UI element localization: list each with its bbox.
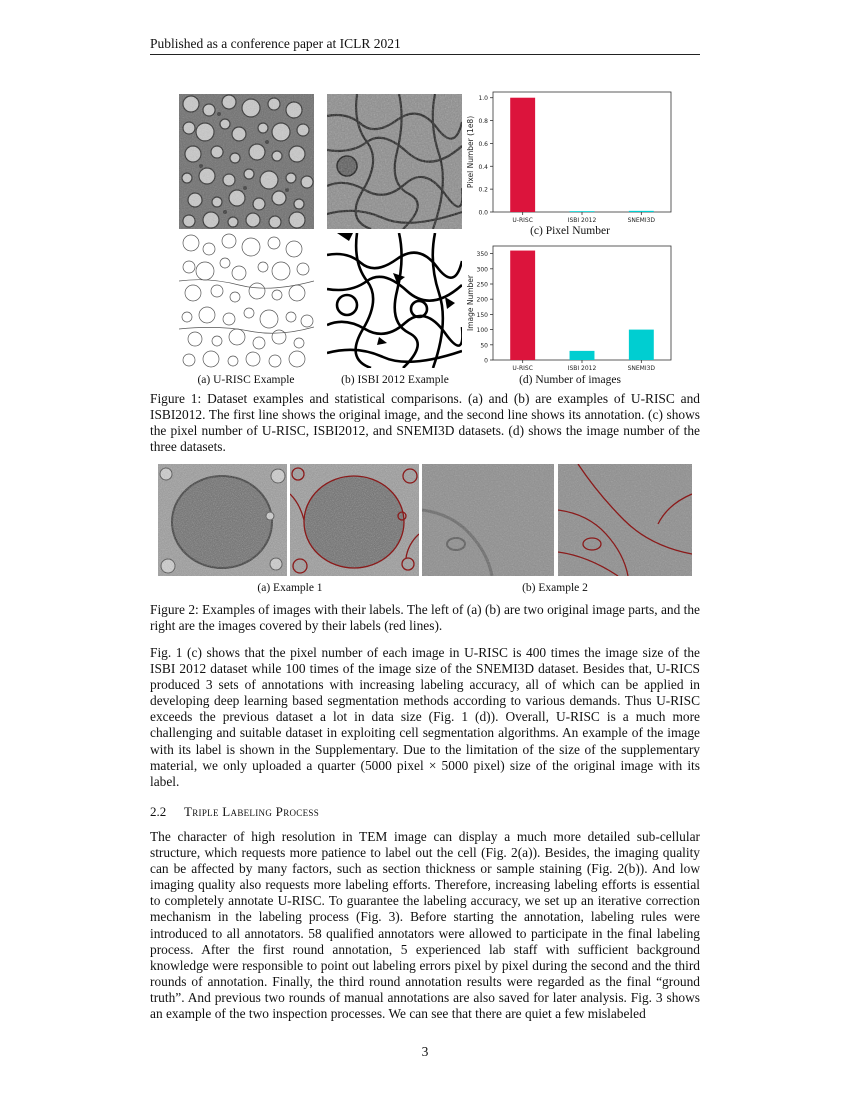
figure-2a-subcaption: (a) Example 1 [257,582,323,594]
image-chart-y-tick-label: 100 [476,327,488,335]
example-2-labeled-image [558,464,692,576]
pixel-chart-x-tick-label: SNEMI3D [627,217,656,223]
example-2-original-image [422,464,554,576]
image-chart-x-tick-label: U-RISC [512,365,533,372]
image-chart-y-tick-label: 200 [476,296,488,304]
body-paragraph-1: Fig. 1 (c) shows that the pixel number of each image in U-RISC is 400 times the image size of the ISBI 2012 dataset while 100 times of the image size of the SNEMI3D dataset. Besides that, U-RICS produced 3 sets of annotations with increasing labeling accuracy, all of which can be applied in developing deep learning based segmentation methods according to various demands. Thus U-RISC exceeds the previous dataset a lot in data size (Fig. 1 (d)). Overall, U-RISC is a much more challenging and suitable dataset in exploiting cell segmentation algorithms. An example of the image with its label is shown in the Supplementary. Due to the limitation of the size of the supplementary material, we only uploaded a quarter (5000 pixel × 5000 pixel) size of the original image with its label. [150,645,700,789]
image-chart-y-tick-label: 150 [476,311,488,319]
pixel-chart-bar-u-risc [510,98,535,212]
page-number: 3 [421,1044,429,1059]
pixel-chart-y-tick-label: 0.8 [478,118,488,126]
image-chart-y-tick-label: 250 [476,281,488,289]
urisc-em-image [179,94,314,229]
image-number-chart-svg [463,242,683,372]
header-rule [150,54,700,55]
body-paragraph-2: The character of high resolution in TEM image can display a much more detailed sub-cellular structure, which requests more patience to label out the cell (Fig. 2(a)). Besides, the imaging quality can be affected by many factors, such as section thickness or sample staining (Fig. 2(b)). And low imaging quality also requests more labeling efforts. Therefore, increasing labeling efforts is essential to completely annotate U-RISC. To guarantee the labeling accuracy, we set up an iterative correction mechanism in the labeling process (Fig. 3). Before starting the annotation, labeling rules were introduced to all annotators. 58 qualified annotators were allowed to participate in the final labeling process. After the first round annotation, 5 experienced lab staff with sufficient background knowledge were responsible to point out labeling errors pixel by pixel during the second and the third rounds of annotation. Finally, the third round annotation results were regarded as the final “ground truth”. And previous two rounds of manual annotations are also saved for later analysis. Fig. 3 shows an example of the two inspection processes. We can see that there are quiet a few mislabeled [150,829,700,1022]
pixel-chart-y-tick-label: 0.0 [478,209,488,217]
pixel-number-chart-svg [463,88,683,223]
figure-1d-subcaption: (d) Number of images [519,374,621,386]
pixel-chart-y-tick-label: 0.6 [478,140,488,148]
isbi-annotation-image [327,233,462,368]
image-chart-y-axis-label: Image Number [466,274,475,332]
figure-1b-subcaption: (b) ISBI 2012 Example [341,374,449,386]
pixel-chart-y-axis-label: Pixel Number (1e8) [466,115,475,189]
example-1-labeled-image [290,464,419,576]
isbi-em-image [327,94,462,229]
image-chart-y-tick-label: 350 [476,251,488,259]
image-chart-bar-isbi-2012 [570,351,595,360]
figure-1c-subcaption: (c) Pixel Number [530,225,610,237]
image-chart-bar-snemi3d [629,330,654,360]
image-chart-x-tick-label: SNEMI3D [627,365,656,372]
section-number: 2.2 [150,804,167,819]
urisc-annotation-image [179,233,314,368]
pixel-chart-bar-snemi3d [629,211,654,212]
pixel-chart-x-tick-label: ISBI 2012 [567,217,597,223]
image-chart-y-tick-label: 0 [484,357,488,365]
pixel-chart-y-tick-label: 1.0 [478,95,488,103]
figure-1-caption: Figure 1: Dataset examples and statistical comparisons. (a) and (b) are examples of U-RISC and ISBI2012. The first line shows the original image, and the second line shows its annotation. (c) shows the pixel number of U-RISC, ISBI2012, and SNEMI3D datasets. (d) shows the image number of the three datasets. [150,391,700,455]
example-1-original-image [158,464,287,576]
pixel-chart-x-tick-label: U-RISC [512,217,533,223]
image-chart-bar-u-risc [510,251,535,360]
image-chart-y-tick-label: 300 [476,266,488,274]
running-header: Published as a conference paper at ICLR 2021 [150,36,401,51]
section-title: Triple Labeling Process [184,804,320,819]
image-chart-y-tick-label: 50 [480,342,488,350]
pixel-number-chart [463,88,683,223]
pixel-chart-bar-isbi-2012 [570,211,595,212]
image-chart-x-tick-label: ISBI 2012 [567,365,597,372]
figure-1a-subcaption: (a) U-RISC Example [197,374,295,386]
figure-2-caption: Figure 2: Examples of images with their labels. The left of (a) (b) are two original image parts, and the right are the images covered by their labels (red lines). [150,602,700,634]
image-number-chart [463,242,683,372]
pixel-chart-y-tick-label: 0.4 [478,163,488,171]
pixel-chart-y-tick-label: 0.2 [478,186,488,194]
section-heading [150,804,319,820]
figure-2b-subcaption: (b) Example 2 [522,582,588,594]
